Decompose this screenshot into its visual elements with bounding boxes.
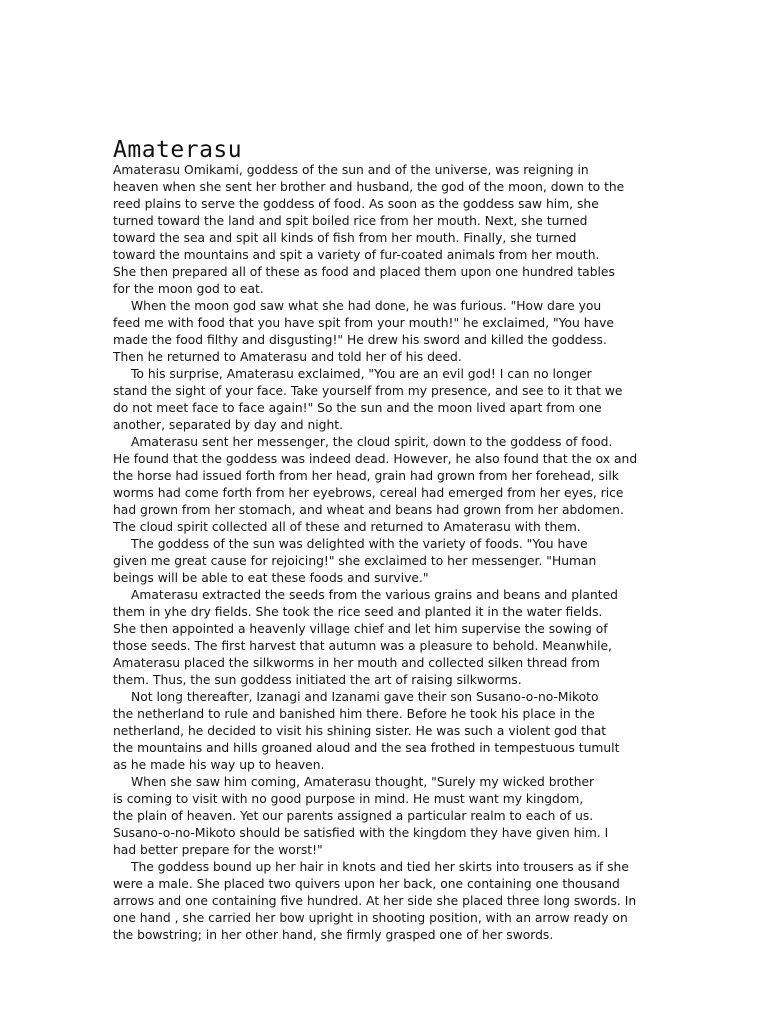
text-line: do not meet face to face again!" So the sun and the moon lived apart from one	[113, 401, 602, 415]
text-line: those seeds. The first harvest that autumn was a pleasure to behold. Meanwhile,	[113, 639, 612, 653]
text-line: the netherland to rule and banished him there. Before he took his place in the	[113, 707, 595, 721]
text-line: The cloud spirit collected all of these and returned to Amaterasu with them.	[113, 520, 581, 534]
text-line: the horse had issued forth from her head, grain had grown from her forehead, silk	[113, 469, 619, 483]
text-line: He found that the goddess was indeed dead. However, he also found that the ox and	[113, 452, 638, 466]
text-line: the bowstring; in her other hand, she firmly grasped one of her swords.	[113, 928, 554, 942]
document-body	[113, 162, 638, 944]
text-line: When the moon god saw what she had done, he was furious. "How dare you	[131, 299, 602, 313]
text-line: them. Thus, the sun goddess initiated the art of raising silkworms.	[113, 673, 522, 687]
text-line: stand the sight of your face. Take yourself from my presence, and see to it that we	[113, 384, 623, 398]
text-line: heaven when she sent her brother and husband, the god of the moon, down to the	[113, 180, 625, 194]
paragraph	[113, 587, 618, 689]
text-line: them in yhe dry fields. She took the rice seed and planted it in the water fields.	[113, 605, 603, 619]
text-line: the plain of heaven. Yet our parents assigned a particular realm to each of us.	[113, 809, 594, 823]
text-line: were a male. She placed two quivers upon her back, one containing one thousand	[113, 877, 620, 891]
paragraph	[113, 162, 625, 298]
text-line: for the moon god to eat.	[113, 282, 264, 296]
paragraph	[113, 689, 620, 774]
paragraph	[113, 859, 637, 944]
text-line: feed me with food that you have spit from your mouth!" he exclaimed, "You have	[113, 316, 614, 330]
text-line: turned toward the land and spit boiled rice from her mouth. Next, she turned	[113, 214, 588, 228]
text-line: netherland, he decided to visit his shining sister. He was such a violent god that	[113, 724, 607, 738]
document-title: Amaterasu	[113, 137, 243, 163]
text-line: made the food filthy and disgusting!" He drew his sword and killed the goddess.	[113, 333, 607, 347]
text-line: Not long thereafter, Izanagi and Izanami gave their son Susano-o-no-Mikoto	[131, 690, 599, 704]
paragraph	[113, 366, 623, 434]
text-line: She then appointed a heavenly village chief and let him supervise the sowing of	[113, 622, 608, 636]
text-line: The goddess of the sun was delighted with the variety of foods. "You have	[131, 537, 588, 551]
text-line: given me great cause for rejoicing!" she exclaimed to her messenger. "Human	[113, 554, 597, 568]
text-line: had better prepare for the worst!"	[113, 843, 323, 857]
text-line: Amaterasu placed the silkworms in her mouth and collected silken thread from	[113, 656, 600, 670]
text-line: the mountains and hills groaned aloud and the sea frothed in tempestuous tumult	[113, 741, 620, 755]
text-line: beings will be able to eat these foods and survive."	[113, 571, 429, 585]
paragraph	[113, 434, 638, 536]
text-line: Susano-o-no-Mikoto should be satisfied with the kingdom they have given him. I	[113, 826, 609, 840]
text-line: toward the sea and spit all kinds of fish from her mouth. Finally, she turned	[113, 231, 577, 245]
text-line: had grown from her stomach, and wheat and beans had grown from her abdomen.	[113, 503, 624, 517]
text-line: To his surprise, Amaterasu exclaimed, "You are an evil god! I can no longer	[131, 367, 592, 381]
text-line: When she saw him coming, Amaterasu thought, "Surely my wicked brother	[131, 775, 595, 789]
text-line: Then he returned to Amaterasu and told her of his deed.	[113, 350, 462, 364]
text-line: worms had come forth from her eyebrows, cereal had emerged from her eyes, rice	[113, 486, 624, 500]
text-line: is coming to visit with no good purpose in mind. He must want my kingdom,	[113, 792, 584, 806]
text-line: arrows and one containing five hundred. At her side she placed three long swords. In	[113, 894, 637, 908]
text-line: toward the mountains and spit a variety of fur-coated animals from her mouth.	[113, 248, 600, 262]
text-line: one hand , she carried her bow upright in shooting position, with an arrow ready on	[113, 911, 628, 925]
text-line: She then prepared all of these as food and placed them upon one hundred tables	[113, 265, 615, 279]
paragraph	[113, 298, 614, 366]
paragraph	[113, 536, 597, 587]
text-line: reed plains to serve the goddess of food. As soon as the goddess saw him, she	[113, 197, 599, 211]
paragraph	[113, 774, 609, 859]
text-line: The goddess bound up her hair in knots and tied her skirts into trousers as if she	[131, 860, 629, 874]
text-line: Amaterasu sent her messenger, the cloud spirit, down to the goddess of food.	[131, 435, 613, 449]
text-line: Amaterasu Omikami, goddess of the sun and of the universe, was reigning in	[113, 163, 589, 177]
text-line: another, separated by day and night.	[113, 418, 344, 432]
text-line: as he made his way up to heaven.	[113, 758, 325, 772]
text-line: Amaterasu extracted the seeds from the various grains and beans and planted	[131, 588, 618, 602]
